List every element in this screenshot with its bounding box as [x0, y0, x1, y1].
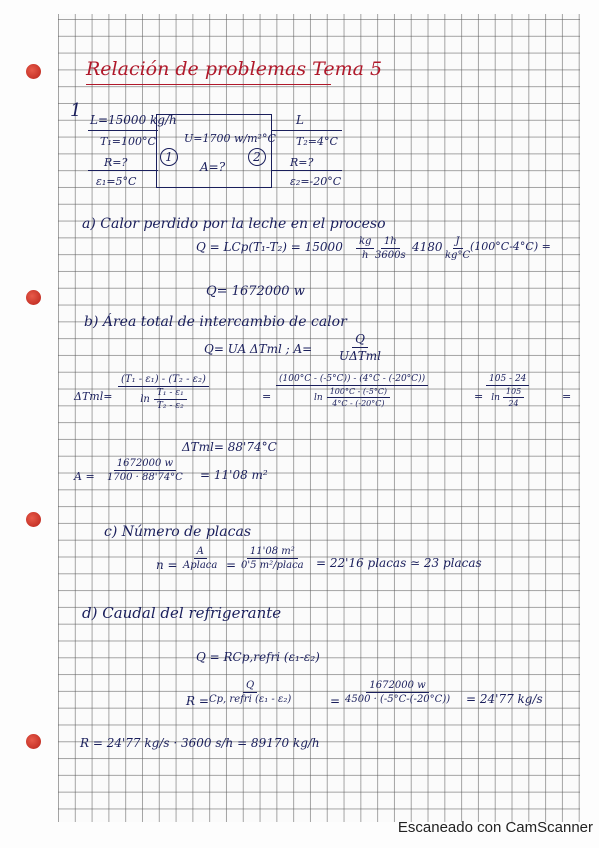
part-b-a-result: = 11'08 m² — [200, 468, 268, 482]
frac-j-kgc — [442, 236, 473, 261]
frac-n-general-num: A — [194, 546, 207, 559]
frac-j-den: kg°C — [445, 250, 471, 261]
diagram-right-e2: ε₂=-20°C — [290, 175, 342, 188]
frac-kg-den: h — [362, 250, 369, 261]
part-d-eq: = — [330, 694, 341, 708]
frac-dtml-values-inner — [327, 387, 390, 408]
arrow-in-right — [272, 170, 342, 171]
frac-dtml-general-num: (T₁ - ε₁) - (T₂ - ε₂) — [118, 374, 209, 387]
frac-a-formula-num: Q — [352, 332, 368, 348]
part-c-heading: c) Número de placas — [104, 524, 252, 540]
binder-hole-1 — [26, 64, 41, 79]
title-underline — [86, 84, 331, 85]
frac-dtml-values-inner-den: 4°C - (-20°C) — [332, 399, 385, 408]
binder-hole-3 — [26, 512, 41, 527]
frac-dtml-inner-den: T₂ - ε₂ — [156, 401, 184, 411]
frac-dtml-values-num: (100°C - (-5°C)) - (4°C - (-20°C)) — [276, 374, 428, 386]
frac-kg-num: kg — [356, 236, 374, 249]
frac-dtml-numbers-inner-num: 105 — [503, 387, 524, 398]
binder-hole-4 — [26, 734, 41, 749]
part-a-eq-lhs: Q = LCp(T₁-T₂) = 15000 — [196, 240, 343, 254]
diagram-left-e1: ε₁=5°C — [96, 175, 137, 188]
node-1: 1 — [160, 148, 178, 166]
part-b-eq1: Q= UA ΔTml ; A= — [204, 342, 313, 356]
frac-r-general — [206, 680, 294, 705]
diagram-left-r: R=? — [104, 156, 128, 169]
frac-a-formula-den: UΔTml — [339, 349, 381, 363]
frac-r-general-num: Q — [243, 680, 257, 693]
diagram-right-r: R=? — [290, 156, 314, 169]
part-a-result: Q= 1672000 w — [206, 284, 305, 299]
frac-j-num: J — [453, 236, 463, 249]
diagram-left-flow: L=15000 kg/h — [90, 113, 177, 127]
frac-dtml-general-den — [137, 387, 189, 411]
frac-r-values — [342, 680, 453, 705]
part-d-q-eq: Q = RCp,refri (ε₁-ε₂) — [196, 650, 320, 664]
frac-dtml-numbers-num: 105 - 24 — [486, 374, 529, 386]
part-b-dtml-label: ΔTml= — [74, 390, 113, 403]
part-d-final: R = 24'77 kg/s · 3600 s/h = 89170 kg/h — [80, 736, 320, 750]
diagram-left-t1: T₁=100°C — [100, 135, 156, 148]
page-title: Relación de problemas Tema 5 — [86, 58, 383, 80]
diagram-a: A=? — [200, 160, 226, 174]
diagram-right-t2: T₂=4°C — [296, 135, 338, 148]
frac-dtml-general — [118, 374, 209, 411]
frac-area-num: 1672000 w — [114, 458, 176, 471]
frac-dtml-numbers-inner-den: 24 — [508, 399, 519, 408]
part-b-heading: b) Área total de intercambio de calor — [84, 314, 347, 330]
frac-n-values-num: 11'08 m² — [247, 546, 298, 559]
frac-r-values-den: 4500 · (-5°C-(-20°C)) — [345, 694, 451, 705]
frac-dtml-values — [276, 374, 428, 408]
frac-dtml-values-inner-num: 100°C - (-5°C) — [327, 387, 390, 398]
frac-area — [104, 458, 186, 483]
node-2: 2 — [248, 148, 266, 166]
problem-number: 1 — [70, 100, 82, 121]
eq-sign-3: = — [562, 390, 572, 403]
arrow-out-right — [272, 130, 342, 131]
ln-symbol-2: ln — [314, 392, 323, 403]
frac-h-den: 3600s — [375, 250, 406, 261]
part-a-dt: (100°C-4°C) = — [470, 240, 551, 253]
frac-dtml-numbers-den — [488, 386, 527, 408]
frac-dtml-numbers-inner — [503, 387, 524, 408]
frac-r-values-num: 1672000 w — [366, 680, 428, 693]
eq-sign-1: = — [262, 390, 272, 403]
part-c-n-label: n = — [156, 558, 178, 572]
ln-symbol-3: ln — [491, 392, 500, 403]
frac-n-values — [238, 546, 307, 571]
diagram-right-l: L — [296, 113, 304, 127]
ln-symbol-1: ln — [140, 394, 150, 405]
arrow-in-left — [88, 130, 158, 131]
frac-n-values-den: 0'5 m²/placa — [241, 560, 304, 571]
arrow-out-left — [88, 170, 158, 171]
part-d-r-label: R = — [186, 694, 209, 708]
part-d-heading: d) Caudal del refrigerante — [82, 604, 282, 622]
part-b-dtml-result: ΔTml= 88'74°C — [182, 440, 277, 454]
part-a-cp: 4180 — [412, 240, 443, 254]
frac-n-general-den: Aplaca — [183, 560, 218, 571]
diagram-u: U=1700 w/m²°C — [184, 132, 276, 145]
part-b-a-label: A = — [74, 470, 95, 483]
scanner-watermark: Escaneado con CamScanner — [397, 819, 593, 836]
frac-area-den: 1700 · 88'74°C — [107, 472, 183, 483]
frac-n-general — [180, 546, 220, 571]
frac-dtml-inner-num: T₁ - ε₁ — [154, 388, 187, 400]
frac-dtml-inner — [154, 388, 187, 411]
part-c-eq: = — [226, 558, 237, 572]
frac-h-s — [372, 236, 409, 261]
frac-r-general-den: Cp, refri (ε₁ - ε₂) — [209, 694, 292, 705]
frac-a-formula — [336, 332, 384, 363]
part-d-r-result: = 24'77 kg/s — [466, 692, 543, 706]
part-c-result: = 22'16 placas ≃ 23 placas — [316, 556, 482, 570]
part-a-heading: a) Calor perdido por la leche en el proceso — [82, 216, 386, 232]
frac-dtml-numbers — [486, 374, 529, 408]
binder-hole-2 — [26, 290, 41, 305]
frac-dtml-values-den — [311, 386, 393, 408]
eq-sign-2: = — [474, 390, 484, 403]
frac-h-num: 1h — [381, 236, 400, 249]
